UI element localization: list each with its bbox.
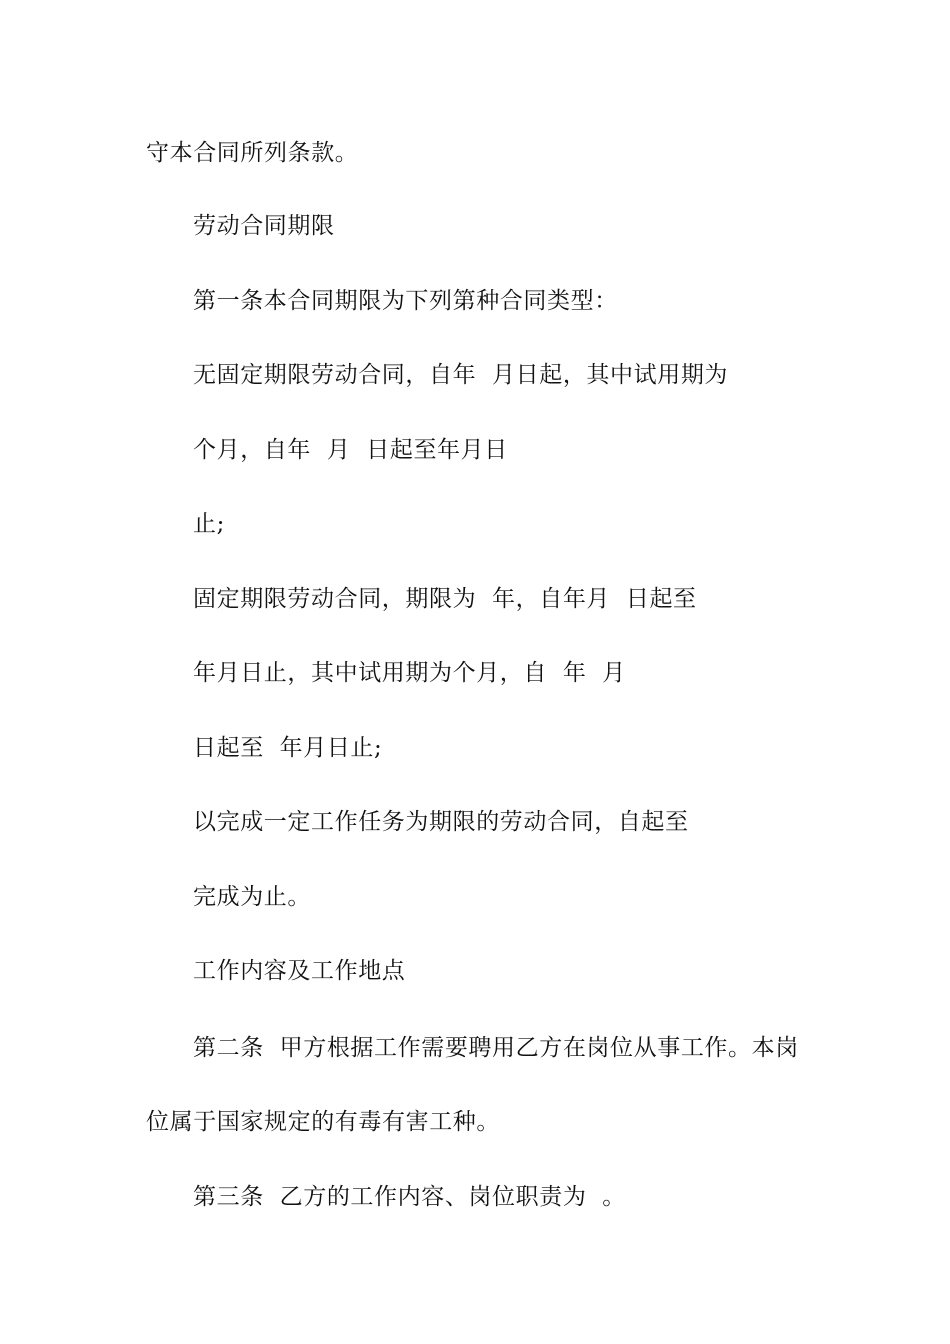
article-2-text-cont: 位属于国家规定的有毒有害工种。 — [146, 1109, 500, 1135]
section-heading-contract-term: 劳动合同期限 — [193, 213, 335, 239]
article-1-option-open-ended-end: 止; — [193, 511, 225, 537]
article-3-text: 第三条 乙方的工作内容、岗位职责为 。 — [193, 1184, 626, 1210]
text-line-continuation: 守本合同所列条款。 — [146, 140, 359, 166]
article-1-option-fixed-term-cont: 年月日止，其中试用期为个月，自 年 月 — [193, 660, 626, 686]
article-1-option-fixed-term-end: 日起至 年月日止; — [193, 735, 383, 761]
article-1-option-open-ended: 无固定期限劳动合同，自年 月日起，其中试用期为 — [193, 362, 729, 388]
article-1-intro: 第一条本合同期限为下列第种合同类型： — [193, 288, 618, 314]
article-1-option-open-ended-cont: 个月，自年 月 日起至年月日 — [193, 437, 508, 463]
article-1-option-task-based-end: 完成为止。 — [193, 884, 311, 910]
section-heading-work-content: 工作内容及工作地点 — [193, 958, 406, 984]
article-1-option-fixed-term: 固定期限劳动合同，期限为 年，自年月 日起至 — [193, 586, 697, 612]
article-2-text: 第二条 甲方根据工作需要聘用乙方在岗位从事工作。本岗 — [193, 1035, 799, 1061]
article-1-option-task-based: 以完成一定工作任务为期限的劳动合同，自起至 — [193, 809, 689, 835]
